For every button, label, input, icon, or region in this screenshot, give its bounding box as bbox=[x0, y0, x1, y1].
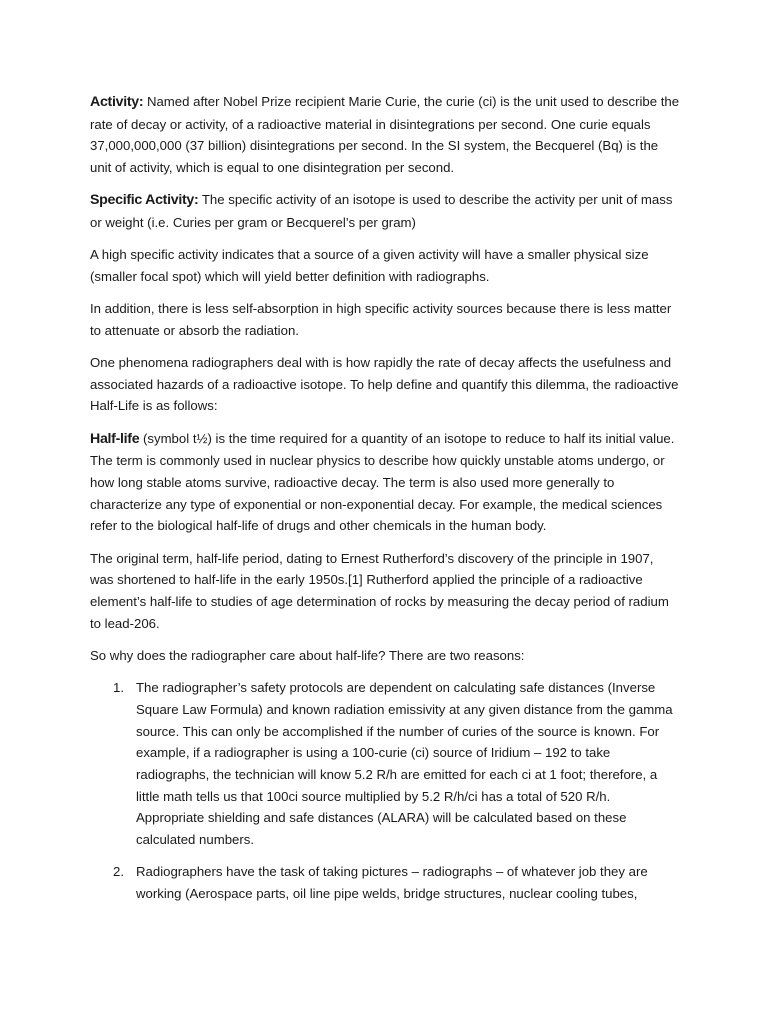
specific-activity-term: Specific Activity: bbox=[90, 192, 199, 209]
list-item bbox=[90, 677, 680, 851]
list-item-number: 1. bbox=[113, 680, 124, 696]
activity-paragraph bbox=[90, 91, 680, 179]
specific-activity-paragraph bbox=[90, 189, 680, 233]
original-term-paragraph: The original term, half-life period, dating to Ernest Rutherford’s discovery of the principle in 1907, was shortened to half-life in the early 1950s.[1] Rutherford applied the principle of a radioactive element’s half-life to studies of age determination of rocks by measuring the decay period of radium to lead-206. bbox=[90, 550, 669, 631]
phenomena-paragraph: One phenomena radiographers deal with is how rapidly the rate of decay affects the usefulness and associated hazards of a radioactive isotope. To help define and quantify this dilemma, the radioactive Half-Life is as follows: bbox=[90, 355, 679, 414]
self-absorption-paragraph: In addition, there is less self-absorption in high specific activity sources because there is less matter to attenuate or absorb the radiation. bbox=[90, 301, 672, 338]
list-item-text: Radiographers have the task of taking pictures – radiographs – of whatever job they are working (Aerospace parts, oil line pipe welds, bridge structures, nuclear cooling tubes, bbox=[136, 864, 648, 901]
list-item bbox=[90, 861, 680, 904]
list-item-text: The radiographer’s safety protocols are dependent on calculating safe distances (Inverse Square Law Formula) and known radiation emissivity at any given distance from the gamma source. This can only be accomplished if the number of curies of the source is known. For example, if a radiographer is using a 100-curie (ci) source of Iridium – 192 to take radiographs, the technician will know 5.2 R/h are emitted for each ci at 1 foot; therefore, a little math tells us that 100ci source multiplied by 5.2 R/h/ci has a total of 520 R/h. Appropriate shielding and safe distances (ALARA) will be calculated based on these calculated numbers. bbox=[136, 680, 673, 848]
half-life-text: (symbol t½) is the time required for a quantity of an isotope to reduce to half its initial value. The term is commonly used in nuclear physics to describe how quickly unstable atoms undergo, or how long stable atoms survive, radioactive decay. The term is also used more generally to characterize any type of exponential or non-exponential decay. For example, the medical sciences refer to the biological half-life of drugs and other chemicals in the human body. bbox=[90, 430, 675, 534]
document-body bbox=[90, 91, 680, 915]
why-care-paragraph: So why does the radiographer care about half-life? There are two reasons: bbox=[90, 647, 525, 663]
specific-activity-text: The specific activity of an isotope is used to describe the activity per unit of mass or weight (i.e. Curies per gram or Becquerel’s per gram) bbox=[90, 192, 673, 231]
list-item-number: 2. bbox=[113, 864, 124, 880]
high-specific-activity-paragraph: A high specific activity indicates that a source of a given activity will have a smaller physical size (smaller focal spot) which will yield better definition with radiographs. bbox=[90, 247, 649, 284]
activity-text: Named after Nobel Prize recipient Marie Curie, the curie (ci) is the unit used to describe the rate of decay or activity, of a radioactive material in disintegrations per second. One curie equals 37,000,000,000 (37 billion) disintegrations per second. In the SI system, the Becquerel (Bq) is the unit of activity, which is equal to one disintegration per second. bbox=[90, 94, 680, 176]
half-life-paragraph bbox=[90, 428, 680, 538]
reasons-list bbox=[90, 677, 680, 905]
activity-term: Activity: bbox=[90, 94, 144, 110]
half-life-term: Half-life bbox=[90, 430, 140, 447]
